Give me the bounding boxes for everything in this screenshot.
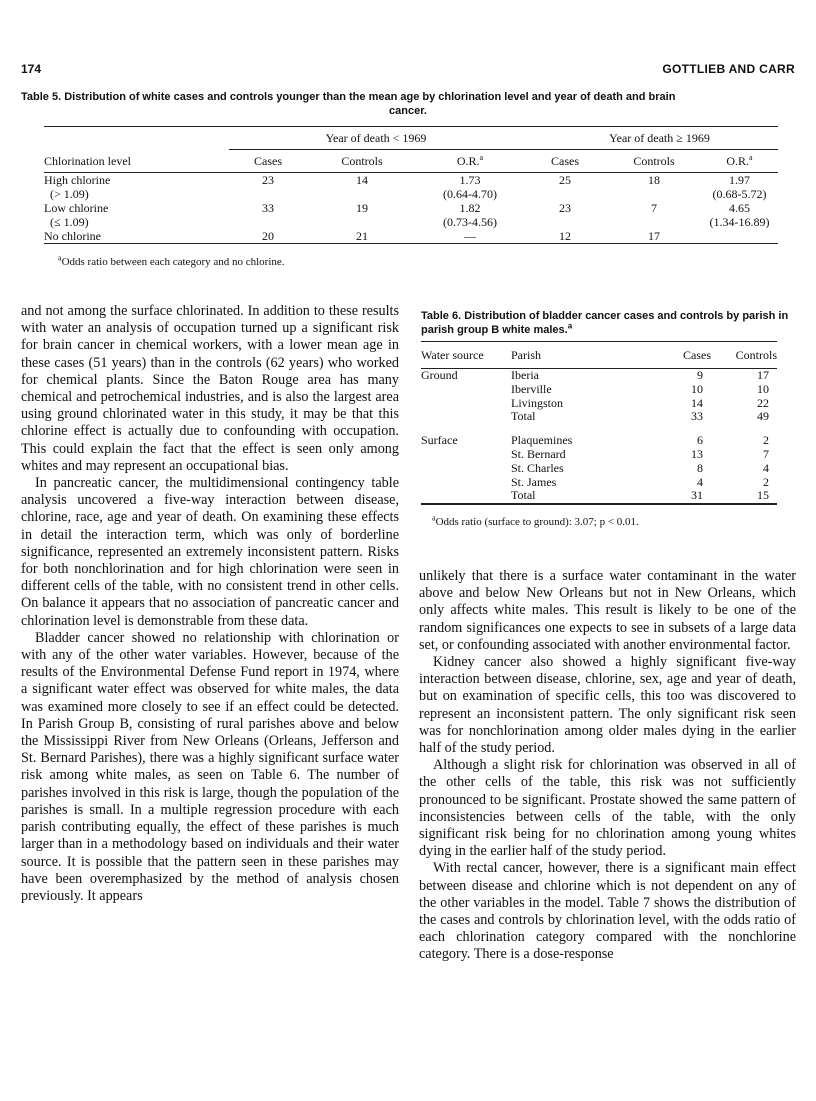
table5-col-controls: Controls xyxy=(307,150,417,173)
paragraph: and not among the surface chlorinated. In addition to these results with water an analysis of occupation turned up a significant risk for brain cancer in chemical workers, with a lower mean age in these cases (51 years) than in the controls (62 years) who worked for chemical plants. Since the Baton Rouge area has many chemical and petrochemical industries, and is also the largest area using ground chlorinated water in this study, it may be that this chlorine effect is actually due to confounding with occupation. This could explain the fact that the effect is seen only among whites and may represent an occupational bias. xyxy=(21,303,399,474)
table5-caption xyxy=(21,90,795,118)
table5-row-ci: (> 1.09) (0.64-4.70) (0.68-5.72) xyxy=(50,187,767,201)
page-header xyxy=(21,62,795,78)
table-row-total: Total 31 15 xyxy=(511,488,769,503)
paragraph: Bladder cancer showed no relationship with chlorination or with any of the other water variables. However, because of the results of the Environmental Defense Fund report in 1974, where a significant water effect was observed for white males, the data was examined more closely to see if an effect could be detected. In Parish Group B, consisting of rural parishes above and below the Mississippi River from New Orleans (Orleans, Jefferson and St. Bernard Parishes), there was a highly significant surface water risk among white males, as seen on Table 6. The number of parishes involved in this risk is large, though the population of the parishes is small. In a multiple regression procedure with each parish contributing equally, the effect of these parishes is much larger than in a methodology based on individuals and their water source. It is possible that the pattern seen in these parishes may have been overemphasized by the method of analysis chosen previously. It appears xyxy=(21,629,399,904)
table-row: Surface Plaquemines 6 2 xyxy=(421,433,769,448)
table6-header: Cases xyxy=(631,342,711,369)
left-column xyxy=(21,303,399,905)
table-row: Ground Iberia 9 17 xyxy=(421,368,769,382)
table5-row: High chlorine 23 14 1.73 25 18 1.97 xyxy=(44,173,750,187)
table5-col-cases-2: Cases xyxy=(523,150,607,173)
table5-caption-line2: cancer. xyxy=(389,105,427,117)
right-column xyxy=(419,568,796,964)
page-number: 174 xyxy=(21,62,42,76)
table5-row: Low chlorine 33 19 1.82 23 7 4.65 xyxy=(44,201,750,215)
table5-col-controls-2: Controls xyxy=(607,150,701,173)
table-row: Livingston 14 22 xyxy=(511,395,769,410)
paragraph: In pancreatic cancer, the multidimensional contingency table analysis uncovered a five-way interaction between disease, chlorine, race, age and year of death. On examining these effects in detail the interaction term, which was only of borderline significance, represented an extremely inconsistent pattern. Risks for both nonchlorination and for high chlorination were seen in different cells of the table, with no consistent trend in other cells. On balance it appears that no association of pancreatic cancer and chlorination level is demonstrable from these data. xyxy=(21,475,399,629)
paragraph: With rectal cancer, however, there is a significant main effect between disease and chlorine which is not dependent on any of the other variables in the model. Table 7 shows the distribution of the cases and controls by chlorination level, with the odds ratio of each chlorination category compared with the nonchlorine category. There is a dose-response xyxy=(419,860,796,963)
table-row: Iberville 10 10 xyxy=(511,381,769,396)
table5-caption-line1: Table 5. Distribution of white cases and controls younger than the mean age by chlorination level and year of death and brain xyxy=(21,91,676,103)
table5-col-or-2: O.R.$^a$ xyxy=(701,150,778,173)
table5-row: No chlorine 20 21 — 12 17 xyxy=(44,229,778,244)
table5-row-ci: (≤ 1.09) (0.73-4.56) (1.34-16.89) xyxy=(50,215,770,229)
table-row: St. Bernard 13 7 xyxy=(511,446,769,461)
table-row: St. James 4 2 xyxy=(511,474,769,489)
paragraph: Although a slight risk for chlorination was observed in all of the other cells of the table, this risk was not sufficiently pronounced to be significant. Prostate showed the same pattern of inconsistencies between cells of the table, with the only significant risk being for no chlorination among young whites dying in the earlier half of the study period. xyxy=(419,757,796,860)
table5-row-header: Chlorination level xyxy=(44,150,229,173)
table5-col-cases: Cases xyxy=(229,150,307,173)
paragraph: Kidney cancer also showed a highly significant five-way interaction between disease, chlorine, sex, age and year of death, but on examination of specific cells, this too was discovered to represent an inconsistent pattern. The only significant risk seen was for nonchlorination among older males dying in the earlier half of the study period. xyxy=(419,654,796,757)
table5-col-or: O.R.$^a$ xyxy=(417,150,523,173)
running-head-authors: GOTTLIEB AND CARR xyxy=(662,62,795,76)
table5-group1-header: Year of death < 1969 xyxy=(229,127,523,150)
table6-header: Water source xyxy=(421,342,511,369)
table6-header: Parish xyxy=(511,342,631,369)
table6 xyxy=(421,341,777,505)
table5-group2-header: Year of death ≥ 1969 xyxy=(523,127,778,150)
table5-footnote: $^a$Odds ratio between each category and no chlorine. xyxy=(58,253,285,268)
table-row: St. Charles 8 4 xyxy=(511,460,769,475)
table6-caption: Table 6. Distribution of bladder cancer cases and controls by parish in parish group B white males.$^a$ xyxy=(421,310,789,336)
table5 xyxy=(44,126,778,244)
table6-footnote: $^a$Odds ratio (surface to ground): 3.07; p < 0.01. xyxy=(432,513,639,528)
table-row-total: Total 33 49 xyxy=(511,409,769,424)
table6-header: Controls xyxy=(711,342,777,369)
paragraph: unlikely that there is a surface water contaminant in the water above and below New Orleans but not in New Orleans, which only affects white males. This result is likely to be one of the random significances one expects to see in subsets of a large data set, or confounding associated with another environmental factor. xyxy=(419,568,796,653)
